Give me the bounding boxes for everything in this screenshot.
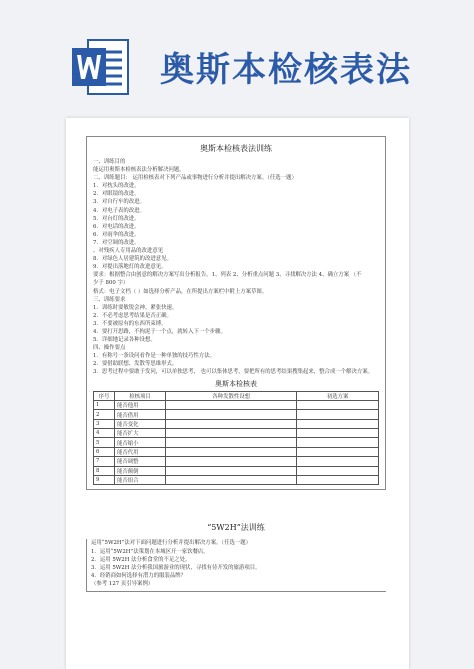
cell-ideas bbox=[166, 466, 297, 475]
cell-check-item: 能否他用 bbox=[115, 400, 166, 409]
text-line: 能运用奥斯本检核表法分析解决问题。 bbox=[93, 167, 185, 174]
cell-number: 9 bbox=[94, 476, 115, 485]
cell-check-item: 能否颠倒 bbox=[115, 466, 166, 475]
banner-header bbox=[0, 0, 474, 112]
table-row bbox=[94, 410, 379, 419]
text-line: 5．详细地记录各种设想。 bbox=[93, 337, 156, 344]
cell-number: 2 bbox=[94, 410, 115, 419]
cell-ideas bbox=[166, 410, 297, 419]
text-line: 2．对眼镜的改进。 bbox=[93, 191, 140, 198]
table-row bbox=[94, 457, 379, 466]
text-line: 、对残疾人专用品的改进意见 bbox=[93, 248, 164, 255]
document-frame bbox=[86, 136, 386, 490]
text-line: 三、训练要求 bbox=[93, 296, 126, 303]
text-line: （参考 127 页引导案例） bbox=[91, 580, 154, 587]
col-header-number: 序号 bbox=[94, 391, 115, 400]
text-line: 少于 800 字） bbox=[93, 280, 129, 287]
table-header-row bbox=[94, 391, 379, 400]
text-line: 1．运用“5W2H”法策划在本城区开一家饮餐店。 bbox=[91, 548, 209, 555]
text-line: 4．经销商如何选择有潜力的服装品牌？ bbox=[91, 572, 187, 579]
cell-ideas bbox=[166, 400, 297, 409]
cell-initial-plan bbox=[297, 410, 379, 419]
table-row bbox=[94, 419, 379, 428]
table-row bbox=[94, 438, 379, 447]
cell-ideas bbox=[166, 457, 297, 466]
col-header-ideas: 各种发散性设想 bbox=[166, 391, 297, 400]
text-line: 1．对枕头的改进。 bbox=[93, 183, 140, 190]
text-line: 3．对自行车的改进。 bbox=[93, 199, 145, 206]
col-header-check-item: 检核项目 bbox=[115, 391, 166, 400]
text-line: 二、训练题目： 运用检核表对下列产品或事物进行分析并提出解决方案。（任选一题） bbox=[93, 175, 297, 182]
text-line: 3．思考过程中要敢于发问，可以单独思考， 也可以集体思考，要把所有的思考结果搜集起来，整合成一个解决方案。 bbox=[93, 369, 374, 376]
text-line: 7．对空调的改进。 bbox=[93, 239, 140, 246]
cell-number: 8 bbox=[94, 466, 115, 475]
cell-check-item: 能否调整 bbox=[115, 457, 166, 466]
table-row bbox=[94, 466, 379, 475]
section-5w2h-body bbox=[86, 539, 386, 592]
text-line: 3．不要被原有的东西所束缚。 bbox=[93, 320, 167, 327]
document-content bbox=[86, 136, 386, 592]
cell-number: 3 bbox=[94, 419, 115, 428]
table-row bbox=[94, 429, 379, 438]
col-header-initial-plan: 初选方案 bbox=[297, 391, 379, 400]
cell-initial-plan bbox=[297, 438, 379, 447]
cell-number: 4 bbox=[94, 429, 115, 438]
cell-number: 7 bbox=[94, 457, 115, 466]
text-line: 6．对电话的改进。 bbox=[93, 223, 140, 230]
text-line: 8．对绿色人居建筑的改进意见。 bbox=[93, 256, 172, 263]
cell-ideas bbox=[166, 429, 297, 438]
text-line: 9．对提出落地灯的改进意见。 bbox=[93, 264, 167, 271]
cell-number: 6 bbox=[94, 447, 115, 456]
cell-ideas bbox=[166, 438, 297, 447]
text-line: 4．要打开思路，不拘泥于一个点，就转入下一个步骤。 bbox=[93, 328, 226, 335]
text-line: 格式：电子文档（ ）如选择分析产品，在所提出方案栏中附上方案草图。 bbox=[93, 288, 268, 295]
table-row bbox=[94, 476, 379, 485]
cell-ideas bbox=[166, 476, 297, 485]
cell-check-item: 能否组合 bbox=[115, 476, 166, 485]
text-line: 4．对电子表的改进。 bbox=[93, 207, 145, 214]
text-line: 3．运用 5W2H 法分析我国旅游业的现状，寻找有待开发的旅游项目。 bbox=[91, 564, 261, 571]
cell-initial-plan bbox=[297, 419, 379, 428]
table-caption: 奥斯本检核表 bbox=[215, 379, 257, 388]
cell-check-item: 能否变化 bbox=[115, 419, 166, 428]
cell-check-item: 能否借用 bbox=[115, 410, 166, 419]
cell-initial-plan bbox=[297, 466, 379, 475]
document-title: 奥斯本检核表法训练 bbox=[200, 144, 272, 153]
osborn-checklist-table bbox=[93, 391, 379, 486]
cell-initial-plan bbox=[297, 476, 379, 485]
text-line: 2．要借助联想、发散等思维形式。 bbox=[93, 361, 178, 368]
table-row bbox=[94, 400, 379, 409]
cell-initial-plan bbox=[297, 457, 379, 466]
text-line: 5．对台灯的改进。 bbox=[93, 215, 140, 222]
cell-check-item: 能否缩小 bbox=[115, 438, 166, 447]
cell-initial-plan bbox=[297, 429, 379, 438]
cell-ideas bbox=[166, 419, 297, 428]
cell-number: 5 bbox=[94, 438, 115, 447]
text-line: 要求：根据整合由创意的解决方案写出分析报告。1、列表 2、分析重点问题 3、寻找解决方法 4、确立方案 （不 bbox=[93, 272, 362, 279]
document-body bbox=[93, 158, 379, 377]
text-line: 2．运用 5W2H 法分析食堂的不足之处。 bbox=[91, 556, 191, 563]
section-5w2h-title: “5W2H”法训练 bbox=[207, 523, 265, 533]
cell-number: 1 bbox=[94, 400, 115, 409]
cell-check-item: 能否代用 bbox=[115, 447, 166, 456]
text-line: 一、训练目的 bbox=[93, 159, 126, 165]
text-line: 1．训练时要敏锐会神、紧张快速。 bbox=[93, 304, 178, 311]
cell-initial-plan bbox=[297, 447, 379, 456]
text-line: 2．不必考虑思考结果是否正确。 bbox=[93, 312, 172, 319]
cell-initial-plan bbox=[297, 400, 379, 409]
table-row bbox=[94, 447, 379, 456]
banner-title: 奥斯本检核表法 bbox=[160, 50, 412, 90]
cell-ideas bbox=[166, 447, 297, 456]
text-line: 6．对雨伞的改进。 bbox=[93, 231, 140, 238]
text-line: 运用“5W2H”法对下面问题进行分析并提出解决方案。（任选一题） bbox=[91, 540, 252, 547]
word-document-icon bbox=[70, 36, 132, 98]
text-line: 四、操作要点 bbox=[93, 345, 126, 352]
text-line: 1．有称号一条设问看作是一种单独的技巧性方法。 bbox=[93, 353, 216, 360]
cell-check-item: 能否扩大 bbox=[115, 429, 166, 438]
